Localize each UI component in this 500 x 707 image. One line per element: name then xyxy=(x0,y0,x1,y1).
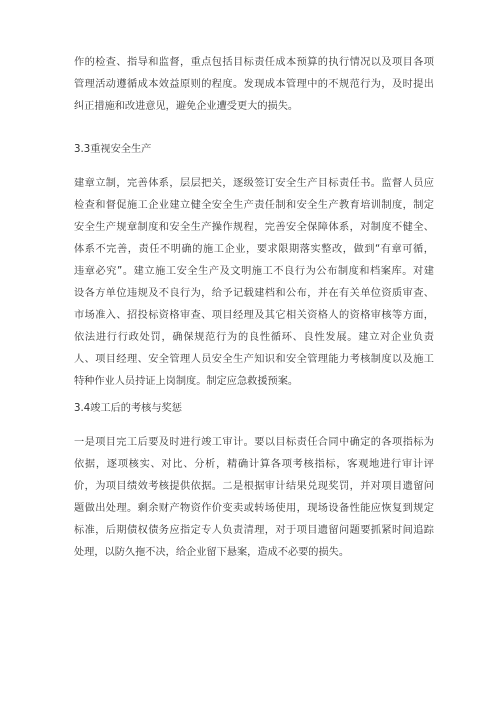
text-line: 设各方单位违规及不良行为，给予记载建档和公布，并在有关单位资质审查、 xyxy=(74,288,434,299)
text-line: 特种作业人员持证上岗制度。制定应急救援预案。 xyxy=(74,376,299,387)
section-heading-3-3: 3.3重视安全生产 xyxy=(74,144,152,155)
paragraph-cost-supervision xyxy=(74,52,434,118)
text-line: 体系不完善，责任不明确的施工企业，要求限期落实整改，做到“有章可循， xyxy=(74,244,434,255)
text-line: 市场准入、招投标资格审查、项目经理及其它相关资格人的资格审核等方面， xyxy=(74,310,434,321)
text-line: 违章必究”。建立施工安全生产及文明施工不良行为公布制度和档案库。对建 xyxy=(74,266,434,277)
text-line: 建章立制，完善体系，层层把关，逐级签订安全生产目标责任书。监督人员应 xyxy=(74,178,434,189)
text-line: 依法进行行政处罚，确保规范行为的良性循环、良性发展。建立对企业负责 xyxy=(74,332,434,343)
text-line: 标准，后期债权债务应指定专人负责清理，对于项目遗留问题要抓紧时间追踪 xyxy=(74,525,434,536)
text-line: 人、项目经理、安全管理人员安全生产知识和安全管理能力考核制度以及施工 xyxy=(74,354,434,365)
text-line: 依据，逐项核实、对比、分析，精确计算各项考核指标，客观地进行审计评 xyxy=(74,459,434,470)
text-line: 检查和督促施工企业建立健全安全生产责任制和安全生产教育培训制度，制定 xyxy=(74,200,434,211)
text-line: 安全生产规章制度和安全生产操作规程，完善安全保障体系，对制度不健全、 xyxy=(74,222,434,233)
paragraph-safety-production xyxy=(74,173,434,393)
text-line: 管理活动遵循成本效益原则的程度。发现成本管理中的不规范行为，及时提出 xyxy=(74,79,434,90)
text-line: 题做出处理。剩余财产物资作价变卖或转场使用，现场设备性能应恢复到规定 xyxy=(74,503,434,514)
text-line: 价，为项目绩效考核提供依据。二是根据审计结果兑现奖罚，并对项目遗留问 xyxy=(74,481,434,492)
paragraph-completion-review xyxy=(74,432,434,564)
text-line: 一是项目完工后要及时进行竣工审计。要以目标责任合同中确定的各项指标为 xyxy=(74,437,434,448)
text-line: 作的检查、指导和监督，重点包括目标责任成本预算的执行情况以及项目各项 xyxy=(74,57,434,68)
text-line: 纠正措施和改进意见，避免企业遭受更大的损失。 xyxy=(74,101,299,112)
section-heading-3-4: 3.4竣工后的考核与奖惩 xyxy=(74,403,182,414)
text-line: 处理，以防久拖不决，给企业留下悬案，造成不必要的损失。 xyxy=(74,547,350,558)
